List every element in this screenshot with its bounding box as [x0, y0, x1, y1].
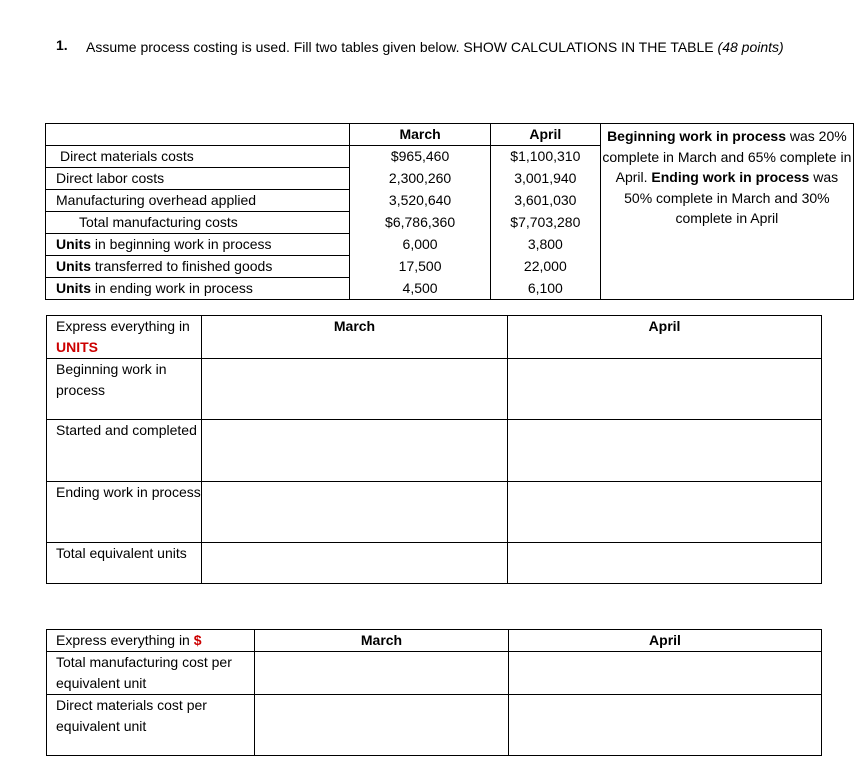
- march-answer-cell[interactable]: [202, 359, 508, 420]
- april-answer-cell[interactable]: [508, 420, 822, 482]
- equivalent-units-table: [46, 315, 822, 584]
- april-answer-cell[interactable]: [508, 482, 822, 543]
- march-value: $965,460: [350, 146, 491, 168]
- april-value: 3,601,030: [490, 190, 600, 212]
- question-body: Assume process costing is used. Fill two tables given below. SHOW CALCULATIONS IN THE TABLE: [86, 39, 718, 55]
- row-label: Ending work in process: [47, 482, 202, 543]
- april-answer-cell[interactable]: [508, 359, 822, 420]
- units-header-april: April: [508, 316, 822, 359]
- header-march: March: [350, 124, 491, 146]
- dollars-header-march: March: [255, 630, 509, 652]
- row-label: Total manufacturing costs: [46, 212, 350, 234]
- april-value: 22,000: [490, 256, 600, 278]
- march-value: 4,500: [350, 278, 491, 300]
- table-row: [47, 482, 822, 543]
- march-answer-cell[interactable]: [202, 482, 508, 543]
- question-number: 1.: [56, 37, 68, 53]
- cost-data-table: [45, 123, 854, 300]
- march-value: 6,000: [350, 234, 491, 256]
- units-header-march: March: [202, 316, 508, 359]
- april-answer-cell[interactable]: [509, 652, 822, 695]
- april-value: 3,800: [490, 234, 600, 256]
- table-row: [47, 695, 822, 756]
- row-label: Started and completed: [47, 420, 202, 482]
- april-value: $1,100,310: [490, 146, 600, 168]
- row-label: Total equivalent units: [47, 543, 202, 584]
- table-row: [47, 652, 822, 695]
- row-label: Direct labor costs: [46, 168, 350, 190]
- march-answer-cell[interactable]: [255, 695, 509, 756]
- table-row: [47, 359, 822, 420]
- march-answer-cell[interactable]: [255, 652, 509, 695]
- units-highlight: UNITS: [56, 339, 98, 355]
- note-text-1: was 20% complete in March and 65% complete in April.: [602, 128, 852, 185]
- table-row: [47, 420, 822, 482]
- row-label: Beginning work in process: [47, 359, 202, 420]
- row-label: Direct materials cost per equivalent unit: [47, 695, 255, 756]
- row-label: Total manufacturing cost per equivalent unit: [47, 652, 255, 695]
- april-answer-cell[interactable]: [509, 695, 822, 756]
- row-label: Manufacturing overhead applied: [46, 190, 350, 212]
- row-label: Units in ending work in process: [56, 280, 253, 296]
- march-answer-cell[interactable]: [202, 420, 508, 482]
- dollars-header-april: April: [509, 630, 822, 652]
- april-value: 6,100: [490, 278, 600, 300]
- april-value: $7,703,280: [490, 212, 600, 234]
- march-value: 3,520,640: [350, 190, 491, 212]
- march-answer-cell[interactable]: [202, 543, 508, 584]
- april-answer-cell[interactable]: [508, 543, 822, 584]
- april-value: 3,001,940: [490, 168, 600, 190]
- row-label: Units transferred to finished goods: [46, 256, 350, 278]
- march-value: 2,300,260: [350, 168, 491, 190]
- march-value: 17,500: [350, 256, 491, 278]
- row-label: Direct materials costs: [46, 146, 350, 168]
- note-beginning-wip: Beginning work in process: [607, 128, 786, 144]
- march-value: $6,786,360: [350, 212, 491, 234]
- table-row: [47, 543, 822, 584]
- dollars-header-label: Express everything in $: [47, 630, 255, 652]
- header-april: April: [490, 124, 600, 146]
- dollars-highlight: $: [193, 632, 202, 648]
- completion-note: [600, 124, 853, 300]
- units-header-label: Express everything in UNITS: [47, 316, 202, 359]
- cost-per-unit-table: [46, 629, 822, 756]
- header-blank-cell: [46, 124, 350, 146]
- row-label: Units in beginning work in process: [46, 234, 350, 256]
- question-text: [86, 37, 786, 58]
- note-ending-wip: Ending work in process: [651, 169, 810, 185]
- note-text-2: was 50% complete in March and 30% complete in April: [624, 169, 839, 226]
- question-points: (48 points): [717, 39, 784, 55]
